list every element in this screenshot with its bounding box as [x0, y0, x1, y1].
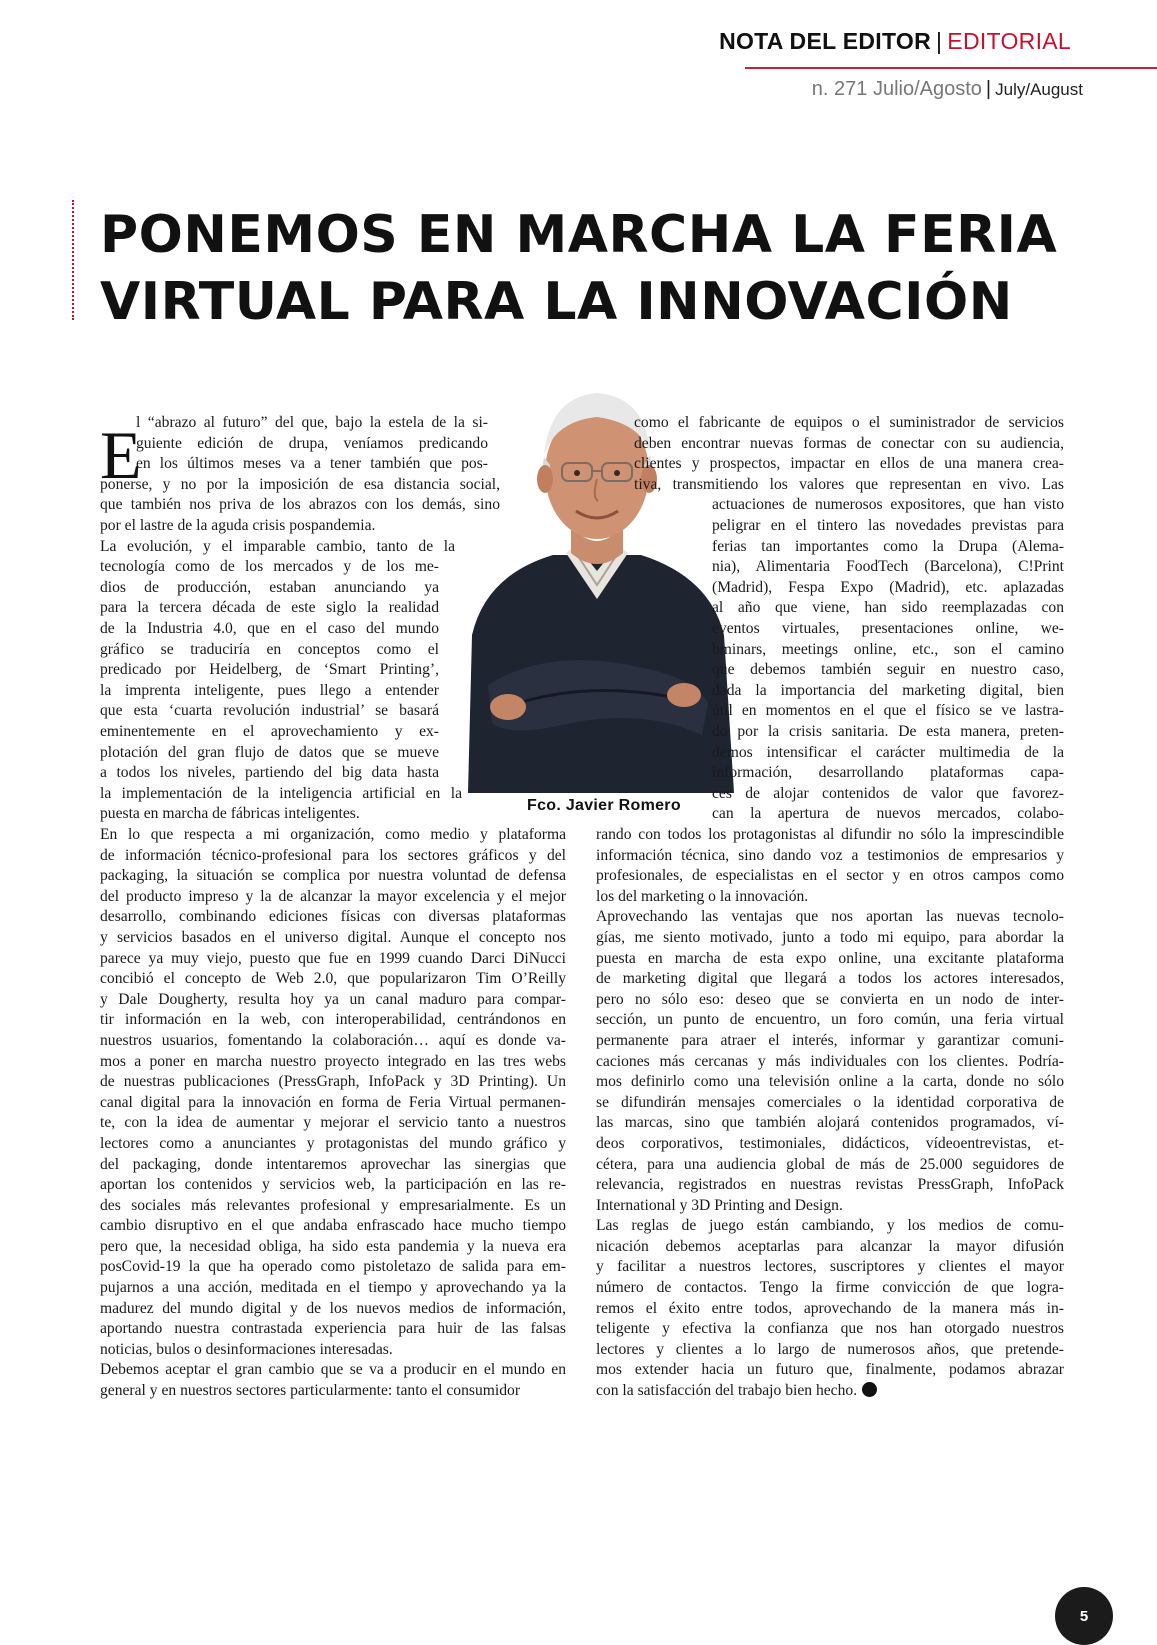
article-line: pero que, la necesidad obliga, ha sido esta pandemia y la nueva era	[100, 1237, 566, 1255]
article-line: se difundirán mensajes comerciales o la identidad corporativa de	[596, 1093, 1064, 1111]
article-line: do por la crisis sanitaria. De esta manera, preten-	[712, 722, 1064, 740]
article-line: canal digital para la innovación en forma de Feria Virtual permanen-	[100, 1093, 566, 1111]
article-line: dios de producción, estaban anunciando ya	[100, 578, 439, 596]
article-line: cambio disruptivo en el que andaba enfrascado hace mucho tiempo	[100, 1217, 566, 1235]
section-category: EDITORIAL	[947, 28, 1071, 54]
article-line: de nuestras publicaciones (PressGraph, InfoPack y 3D Printing). Un	[100, 1073, 566, 1091]
article-line: profesionales, de especialistas en el sector y en otros campos como	[596, 867, 1064, 885]
section-header	[719, 28, 1071, 55]
photo-caption: Fco. Javier Romero	[527, 797, 681, 814]
end-of-article-dot	[862, 1382, 877, 1397]
article-line: por el lastre de la aguda crisis pospandemia.	[100, 516, 376, 534]
article-line: guiente edición de drupa, veníamos predicando	[136, 434, 488, 452]
article-line: del producto impreso y la de alcanzar la mayor excelencia y el mejor	[100, 887, 566, 905]
article-line: de información técnico-profesional para los sectores gráficos y del	[100, 846, 566, 864]
article-line: y facilitar a nuestros lectores, suscriptores y clientes el mayor	[596, 1258, 1064, 1276]
article-column-left-wrap	[100, 413, 500, 825]
issue-line	[812, 78, 1083, 101]
article-line: sección, un punto de encuentro, un foro común, una feria virtual	[596, 1011, 1064, 1029]
article-line: mos definirlo como una televisión online a la carta, donde no sólo	[596, 1073, 1064, 1091]
article-line: general y en nuestros sectores particularmente: tanto el consumidor	[100, 1382, 521, 1400]
article-line: bminars, meetings online, etc., son el camino	[712, 640, 1064, 658]
article-line: (Madrid), Fespa Expo (Madrid), etc. aplazadas	[712, 578, 1064, 596]
article-line: gías, me siento motivado, junto a todo mi equipo, para abordar la	[596, 928, 1064, 946]
article-line: que esta ‘cuarta revolución industrial’ se basará	[100, 702, 439, 720]
article-line: número de contactos. Tengo la firme convicción de que logra-	[596, 1279, 1064, 1297]
article-line: mos extender hacia un futuro que, finalmente, podamos abrazar	[596, 1361, 1064, 1379]
article-line: remos el éxito entre todos, aprovechando de la manera más in-	[596, 1299, 1064, 1317]
article-line: en los últimos meses va a tener también que pos-	[136, 455, 488, 473]
page-number-badge: 5	[1055, 1587, 1113, 1645]
article-line: dada la importancia del marketing digital, bien	[712, 681, 1064, 699]
article-line: tiva, transmitiendo los valores que representan en vivo. Las	[634, 475, 1064, 493]
article-line: mos a poner en marcha nuestro proyecto integrado en las tres webs	[100, 1052, 566, 1070]
article-line: aportan los contenidos y servicios web, la participación en las re-	[100, 1176, 566, 1194]
article-line: pujarnos a una acción, meditada en el tiempo y aprovechando ya la	[100, 1279, 566, 1297]
article-line: eventos virtuales, presentaciones online, we-	[712, 619, 1064, 637]
article-line: la implementación de la inteligencia artificial en la	[100, 784, 462, 802]
headline	[100, 202, 1060, 336]
article-line: tir información en la web, con interoperabilidad, centrándonos en	[100, 1011, 566, 1029]
article-line: predicado por Heidelberg, de ‘Smart Printing’,	[100, 661, 439, 679]
article-line: International y 3D Printing and Design.	[596, 1196, 843, 1214]
article-line: La evolución, y el imparable cambio, tanto de la	[100, 537, 455, 555]
article-line: y Dale Dougherty, resulta hoy ya un canal maduro para compar-	[100, 990, 566, 1008]
article-line: Aprovechando las ventajas que nos aportan las nuevas tecnolo-	[596, 908, 1064, 926]
article-line: packaging, la situación se complica por nuestra voluntad de defensa	[100, 867, 566, 885]
article-line: demos intensificar el carácter multimedia de la	[712, 743, 1064, 761]
article-line: del packaging, donde intentaremos aprovechar las sinergias que	[100, 1155, 566, 1173]
article-line: Las reglas de juego están cambiando, y los medios de comu-	[596, 1217, 1064, 1235]
article-line: rando con todos los protagonistas al difundir no sólo la imprescindible	[596, 826, 1064, 843]
article-line: los del marketing o la innovación.	[596, 887, 809, 905]
article-line: ferias tan importantes como la Drupa (Alema-	[712, 537, 1064, 555]
article-line: concibió el concepto de Web 2.0, que popularizaron Tim O’Reilly	[100, 970, 566, 988]
article-line: información técnica, sino dando voz a testimonios de empresarios y	[596, 846, 1064, 864]
issue-separator: |	[985, 78, 992, 100]
article-line: l “abrazo al futuro” del que, bajo la estela de la si-	[136, 414, 488, 431]
article-line: pero no sólo eso: deseo que se convierta en un nodo de inter-	[596, 990, 1064, 1008]
article-line: peligrar en el tintero las novedades previstas para	[712, 516, 1064, 534]
article-line: nuestros usuarios, fomentando la colaboración… aquí es donde va-	[100, 1031, 566, 1049]
article-line: En lo que respecta a mi organización, como medio y plataforma	[100, 826, 566, 843]
article-line: nicación debemos aceptarlas para alcanzar la mayor difusión	[596, 1237, 1064, 1255]
article-line: como el fabricante de equipos o el suministrador de servicios	[634, 414, 1064, 431]
article-line: de marketing digital que llegará a todos los actores interesados,	[596, 970, 1064, 988]
article-line: can la apertura de nuevos mercados, colabo-	[712, 805, 1064, 823]
dotted-margin-rule	[72, 200, 74, 320]
headline-line-2: VIRTUAL PARA LA INNOVACIÓN	[100, 272, 1013, 332]
article-line: relevancia, registrados en nuestras revistas PressGraph, InfoPack	[596, 1176, 1064, 1194]
article-column-right	[596, 825, 1064, 1402]
article-line: plotación del gran flujo de datos que se mueve	[100, 743, 439, 761]
article-line: aportando nuestra contrastada experiencia para huir de las falsas	[100, 1320, 566, 1338]
header-rule	[745, 67, 1157, 69]
article-column-left	[100, 825, 566, 1402]
article-line: parece ya muy viejo, puesto que fue en 1999 cuando Darci DiNucci	[100, 949, 566, 967]
article-line: eminentemente en el aprovechamiento y ex-	[100, 722, 439, 740]
article-line: puesta en marcha de fábricas inteligentes.	[100, 805, 360, 823]
article-line: caciones más cercanas y más individuales con los clientes. Podría-	[596, 1052, 1064, 1070]
section-separator: |	[936, 28, 943, 54]
article-line: cétera, para una audiencia global de más de 25.000 seguidores de	[596, 1155, 1064, 1173]
article-line: nia), Alimentaria FoodTech (Barcelona), C!Print	[712, 558, 1064, 576]
article-line: desarrollo, combinando ediciones físicas con diversas plataformas	[100, 908, 566, 926]
article-line: y servicios basados en el universo digital. Aunque el concepto nos	[100, 928, 566, 946]
article-line: lectores como a anunciantes y protagonistas del mundo gráfico y	[100, 1134, 566, 1152]
article-line: de la Industria 4.0, que en el caso del mundo	[100, 619, 439, 637]
article-line: Debemos aceptar el gran cambio que se va a producir en el mundo en	[100, 1361, 566, 1379]
article-line: ponerse, y no por la imposición de esa distancia social,	[100, 475, 500, 493]
article-line: para la tercera década de este siglo la realidad	[100, 599, 439, 617]
article-line: la imprenta inteligente, pues llego a entender	[100, 681, 439, 699]
headline-line-1: PONEMOS EN MARCHA LA FERIA	[100, 205, 1058, 265]
article-line: lectores y clientes a lo largo de numerosos años, que pretende-	[596, 1340, 1064, 1358]
article-line: útil en momentos en el que el físico se ve lastra-	[712, 702, 1064, 720]
article-line: permanente para atraer el interés, informar y garantizar comuni-	[596, 1031, 1064, 1049]
article-line: ces de alojar contenidos de valor que favorez-	[712, 784, 1064, 802]
article-line: que debemos también seguir en nuestro caso,	[712, 661, 1064, 679]
article-line: clientes y prospectos, impactar en ellos de una manera crea-	[634, 455, 1064, 473]
article-line: deos corporativos, testimoniales, didácticos, vídeoentrevistas, et-	[596, 1134, 1064, 1152]
issue-number: n. 271 Julio/Agosto	[811, 78, 982, 100]
article-line: noticias, bulos o desinformaciones interesadas.	[100, 1340, 393, 1358]
article-line: madurez del mundo digital y de los nuevos medios de información,	[100, 1299, 566, 1317]
section-label: NOTA DEL EDITOR	[719, 28, 932, 54]
article-line: las marcas, sino que también alojará contenidos programados, ví-	[596, 1114, 1064, 1132]
article-line: des sociales más relevantes profesional y empresarialmente. Es un	[100, 1196, 566, 1214]
article-line: teligente y efectiva la confianza que nos han otorgado nuestros	[596, 1320, 1064, 1338]
article-line: gráfico se traduciría en conceptos como el	[100, 640, 439, 658]
article-line: posCovid-19 la que ha operado como pistoletazo de salida para em-	[100, 1258, 566, 1276]
article-line: tecnología como de los mercados y de los me-	[100, 558, 439, 576]
issue-month-en: July/August	[995, 80, 1083, 99]
article-line: con la satisfacción del trabajo bien hecho.	[596, 1381, 1064, 1402]
article-line: puesta en marcha de esta expo online, una excitante plataforma	[596, 949, 1064, 967]
article-line: actuaciones de numerosos expositores, que han visto	[712, 496, 1064, 514]
article-line: que también nos priva de los abrazos con los demás, sino	[100, 496, 500, 514]
drop-cap: E	[100, 417, 142, 493]
article-line: te, con la idea de aumentar y mejorar el servicio tanto a nuestros	[100, 1114, 566, 1132]
article-line: a todos los niveles, partiendo del big data hasta	[100, 764, 439, 782]
article-column-right-wrap	[634, 413, 1064, 825]
article-line: al año que viene, han sido reemplazadas con	[712, 599, 1064, 617]
article-line: información, desarrollando plataformas capa-	[712, 764, 1064, 782]
article-line: deben encontrar nuevas formas de conectar con su audiencia,	[634, 434, 1064, 452]
